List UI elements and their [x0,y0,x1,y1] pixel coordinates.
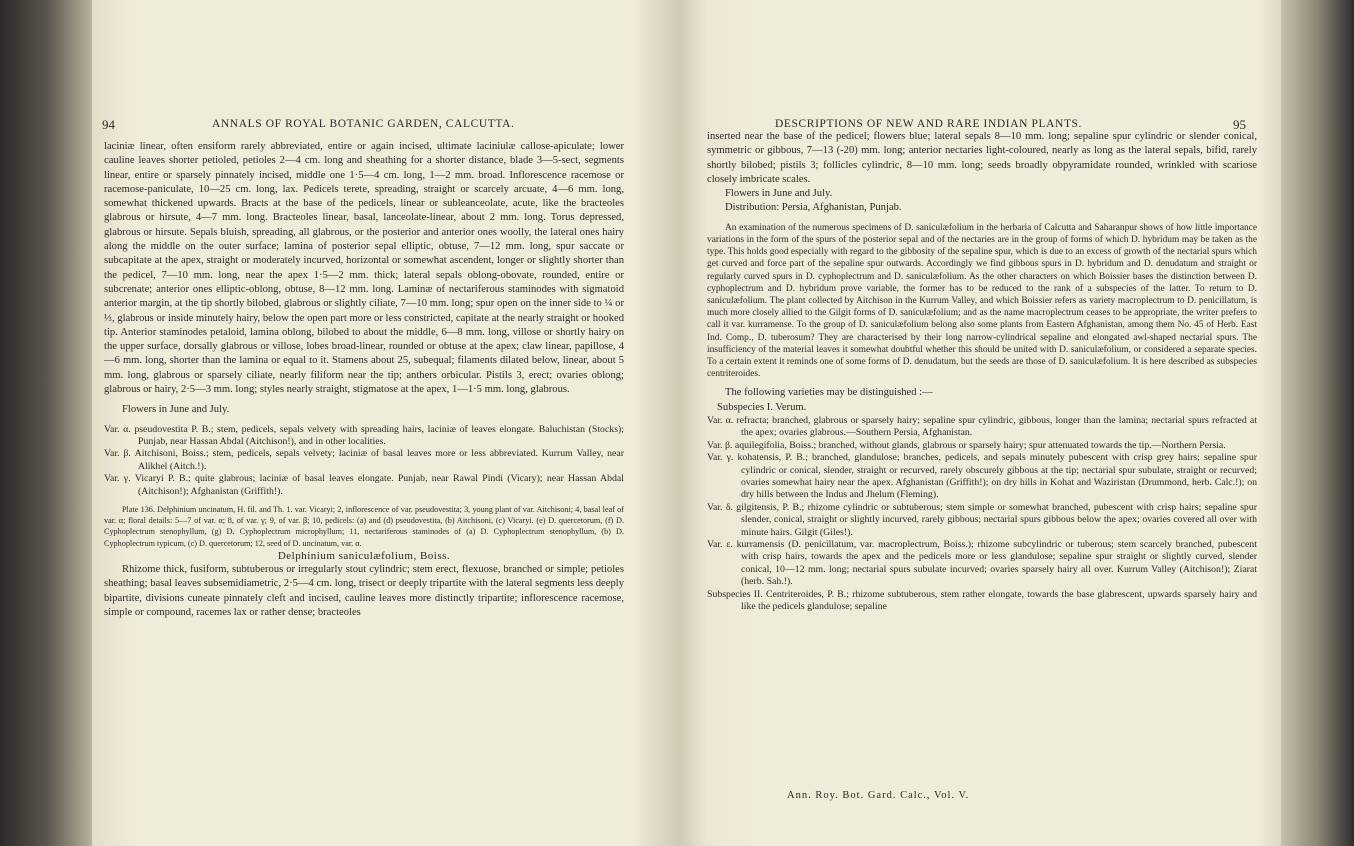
left-book-edge [0,0,92,846]
right-body [707,130,1257,614]
variety-entry [707,415,1257,440]
variety-entry [104,473,624,498]
distribution: Distribution: Persia, Afghanistan, Punjab. [725,202,902,214]
variety-entry [104,448,624,473]
page-number-right: 95 [1233,117,1246,132]
flowering-note: Flowers in June and July. [122,404,230,416]
variety-entry [707,440,1257,452]
variety-entry [707,539,1257,589]
right-book-edge [1281,0,1354,846]
running-head-left: ANNALS OF ROYAL BOTANIC GARDEN, CALCUTTA. [212,118,515,130]
subspecies-heading: Subspecies I. Verum. [717,401,807,413]
variety-entry [707,452,1257,502]
flowering-note: Flowers in June and July. [725,188,833,200]
description-paragraph: laciniæ linear, often ensiform rarely abbreviated, entire or again incised, ultimate laciniulæ callose-apiculate; lower cauline leaves shorter petioled, petioles 2—4 cm. long and sheathing for a shorter distance, blade 3—5-sect, segments linear, entire or sparsely pinnately incised, middle one 1·5—4 cm. long, 1—2 mm. broad. Inflorescence racemose or racemose-paniculate, 10—25 cm. long, lax. Pedicels terete, spreading, straight or scarcely arcuate, 4—6 mm. long, somewhat thickened upwards. Bracts at the base of the pedicels, linear or subleanceolate, acute, like the bracteoles glabrous or hirsute, 4—7 mm. long. Bracteoles linear, basal, lanceolate-linear, about 2 mm. long. Torus depressed, glabrous or hirsute. Sepals bluish, spreading, all glabrous, or the posterior and anterior ones woolly, the lateral ones hairy along the middle on the outer surface; lamina of posterior sepal elliptic, obtuse, 7—12 mm. long, spur saccate or subcapitate at the apex, straight or moderately incurved, horizontal or somewhat ascendent, longer or slightly shorter than the pedicel, 7—10 mm. long, near the apex 1·5—2 mm. thick; lateral sepals oblong-obovate, rounded, entire or subcrenate; anterior ones elliptic-oblong, obtuse, 8—12 mm. long. Laminæ of nectariferous staminodes with sigmatoid anterior margin, at the tip shortly bilobed, glabrous or slightly ciliate, 7—10 mm. long; spur open on the inner side to ¼ or ⅓, glabrous or inside minutely hairy, below the open part more or less constricted, capitate at the nearly straight or hooked tip. Anterior staminodes petaloid, lamina oblong, bilobed to about the middle, 6—8 mm. long, villose or shortly hairy on the upper surface, dorsally glabrous or villose, lobes broad-linear, rounded or obtuse at the apex; claw linear, papillose, 4—6 mm. long, shorter than the lamina or equal to it. Stamens about 25, subequal; filaments dilated below, linear, about 5 mm. long, glabrous or sparsely ciliate, nearly filiform near the tip; anthers orbicular. Pistils 3, erect; ovaries oblong; glabrous or hairy, 2·5—3 mm. long; styles nearly straight, stigmatose at the apex, 1—1·5 mm. long, glabrous. [104,141,624,396]
variety-label: Var. γ. [104,473,131,485]
variety-entry [707,502,1257,539]
variety-text: Aitchisoni, Boiss.; stem, pedicels, sepals velvety; laciniæ of basal leaves more or less abbreviated. Kurrum Valley, near Alikhel (Aitch.!). [134,448,624,472]
variety-label: Var. δ. [707,501,733,513]
variety-text: kohatensis, P. B.; branched, glandulose; branches, pedicels, and sepals minutely pubescent with crisp grey hairs; sepaline spur cylindric or conical, slender, straight or recurved, rarely obscurely gibbous at the tip; nectarial spur subulate, straight or recurved; ovaries somewhat hairy near the apex. Afghanistan (Griffith!); on dry hills in Kohat and Waziristan (Drummond, herb. Calc.!); on dry hills between the Indus and Jhelum (Fleming). [737,452,1257,501]
variety-text: refracta; branched, glabrous or sparsely hairy; sepaline spur cylindric, gibbous, longer than the lamina; nectarial spurs refracted at the apex; ovaries glabrous.—Southern Persia, Afghanistan. [736,415,1258,439]
variety-text: kurramensis (D. penicillatum, var. macroplectrum, Boiss.); rhizome subcylindric or tuberous; stem scarcely branched, pubescent with crisp hairs, towards the apex and the pedicels more or less glandulose; sepaline spur straight or slightly curved, slender conical, 10—12 mm. long; nectarial spurs subulate incurved; ovaries sparsely hairy all over. Kurrum Valley (Aitchison!); Ziarat (herb. Sah.!). [736,539,1257,588]
variety-text: pseudovestita P. B.; stem, pedicels, sepals velvety with spreading hairs, laciniæ of leaves elongate. Baluchistan (Stocks); Punjab, near Hassan Abdal (Aitchison!), and in other localities. [134,423,624,448]
species-heading: Delphinium saniculæfolium, Boiss. [277,549,451,562]
variety-text: gilgitensis, P. B.; rhizome cylindric or subtuberous; stem simple or somewhat branched, pubescent with crisp hairs; sepaline spur slender, conical, straight or slightly incurved, rarely gibbous; nectarial spurs gibbous below the apex; ovaries covered all over with minute hairs. Gilgit (Giles!). [736,501,1257,538]
variety-label: Var. β. [707,439,733,451]
variety-label: Var. β. [104,448,131,460]
varieties-intro: The following varieties may be distinguished :— [725,387,933,399]
page-number-left: 94 [102,117,115,132]
variety-entry [104,424,624,449]
right-page [677,0,1281,846]
plate-caption: Plate 136. Delphinium uncinatum, H. fil. and Th. 1. var. Vicaryi; 2, inflorescence of var. pseudovestita; 3, young plant of var. Aitchisoni; 4, basal leaf of var. α; floral details: 5—7 of var. α; 8, of var. γ; 9, of var. β; 10, pedicels: (a) and (d) pseudovestita, (b) Aitchisoni, (c) Vicaryi. (e) D. quercetorum, (f) D. Cyphoplectrum stenophyllum, (g) D. Cyphoplectrum microphyllum; 11, nectariferous staminodes of (a) D. Cyphoplectrum stenophyllum, (b) D. Cyphoplectrum typicum, (c) D. quercetorum; 12, seed of D. uncinatum, var. α. [104,505,624,548]
running-head-right: DESCRIPTIONS OF NEW AND RARE INDIAN PLANTS. [775,118,1083,130]
variety-text: aquilegifolia, Boiss.; branched, without glands, glabrous or sparsely hairy; spur attenuated towards the tip.—Northern Persia. [734,439,1226,451]
variety-text: Vicaryi P. B.; quite glabrous; laciniæ of basal leaves elongate. Punjab, near Rawal Pindi (Vicary); near Hassan Abdal (Aitchison!); Afghanistan (Griffith!). [134,473,624,497]
variety-label: Var. α. [104,423,131,435]
variety-label: Var. α. [707,415,734,427]
subspecies-text: Centriteroides, P. B.; rhizome subtuberous, stem rather elongate, towards the base glabrescent, upwards sparsely hairy and like the pedicels glandulose; sepaline [741,588,1257,613]
journal-footer: Ann. Roy. Bot. Gard. Calc., Vol. V. [787,790,970,801]
variety-label: Var. ε. [707,539,733,551]
discussion-paragraph: An examination of the numerous specimens of D. saniculæfolium in the herbaria of Calcutta and Saharanpur shows of how little importance variations in the form of the spurs of the posterior sepal and of the nectaries are in the group of forms of which D. hybridum may be taken as the type. This holds good especially with regard to the gibbosity of the sepaline spur, which is due to an excess of growth of the nectarial spurs which get curved and force part of the sepaline spur outwards. Accordingly we find gibbous spurs in D. hybridum and D. denudatum and straight or regularly curved spurs in D. cyphoplectrum and D. saniculæfolium. As the other characters on which Boissier bases the distinction between D. cyphoplectrum and D. hybridum prove variable, the former has to be reduced to the rank of a subspecies of the latter. To return to D. saniculæfolium. The plant collected by Aitchison in the Kurrum Valley, and which Boissier refers as variety macroplectrum to D. penicillatum, is much more closely allied to the Gilgit forms of D. saniculæfolium; and as the name macroplectrum ceases to be appropriate, the writer prefers to call it var. kurramense. To the group of D. saniculæfolium belong also some plants from Eastern Afghanistan, among them No. 45 of Herb. East Ind. Comp., D. tuberosum? They are characterised by their long narrow-cylindrical sepaline and elongated awl-shaped nectarial spurs. The insufficiency of the material leaves it somewhat doubtful whether this should be united with D. saniculæfolium, or considered a separate species. To a certain extent it reminds one of some forms of D. denudatum, but the seeds are those of D. saniculæfolium. It is here described as subspecies centriteroides. [707,222,1257,380]
species-description: Rhizome thick, fusiform, subtuberous or irregularly stout cylindric; stem erect, flexuose, branched or simple; petioles sheathing; basal leaves subsemidiametric, 2·5—4 cm. long, trisect or deeply tripartite with the lateral segments less deeply bipartite, divisions cuneate pinnately cleft and incised, cauline leaves more distinctly tripartite; inflorescence racemose, simple or compound, racemes lax or rather dense; bracteoles [104,564,624,619]
subspecies-entry [707,589,1257,614]
left-page [92,0,677,846]
subspecies-label: Subspecies II. [707,588,763,600]
continued-description: inserted near the base of the pedicel; flowers blue; lateral sepals 8—10 mm. long; sepaline spur cylindric or slender conical, symmetric or gibbous, 7—13 (-20) mm. long; anterior nectaries light-coloured, nearly as long as the lateral sepals, bifid, rarely shortly bilobed; pistils 3; follicles cylindric, 8—10 mm. long; seeds broadly obpyramidate rounded, wrinkled with scariose closely imbricate scales. [707,131,1257,185]
variety-label: Var. γ. [707,452,734,464]
left-body [104,140,624,620]
